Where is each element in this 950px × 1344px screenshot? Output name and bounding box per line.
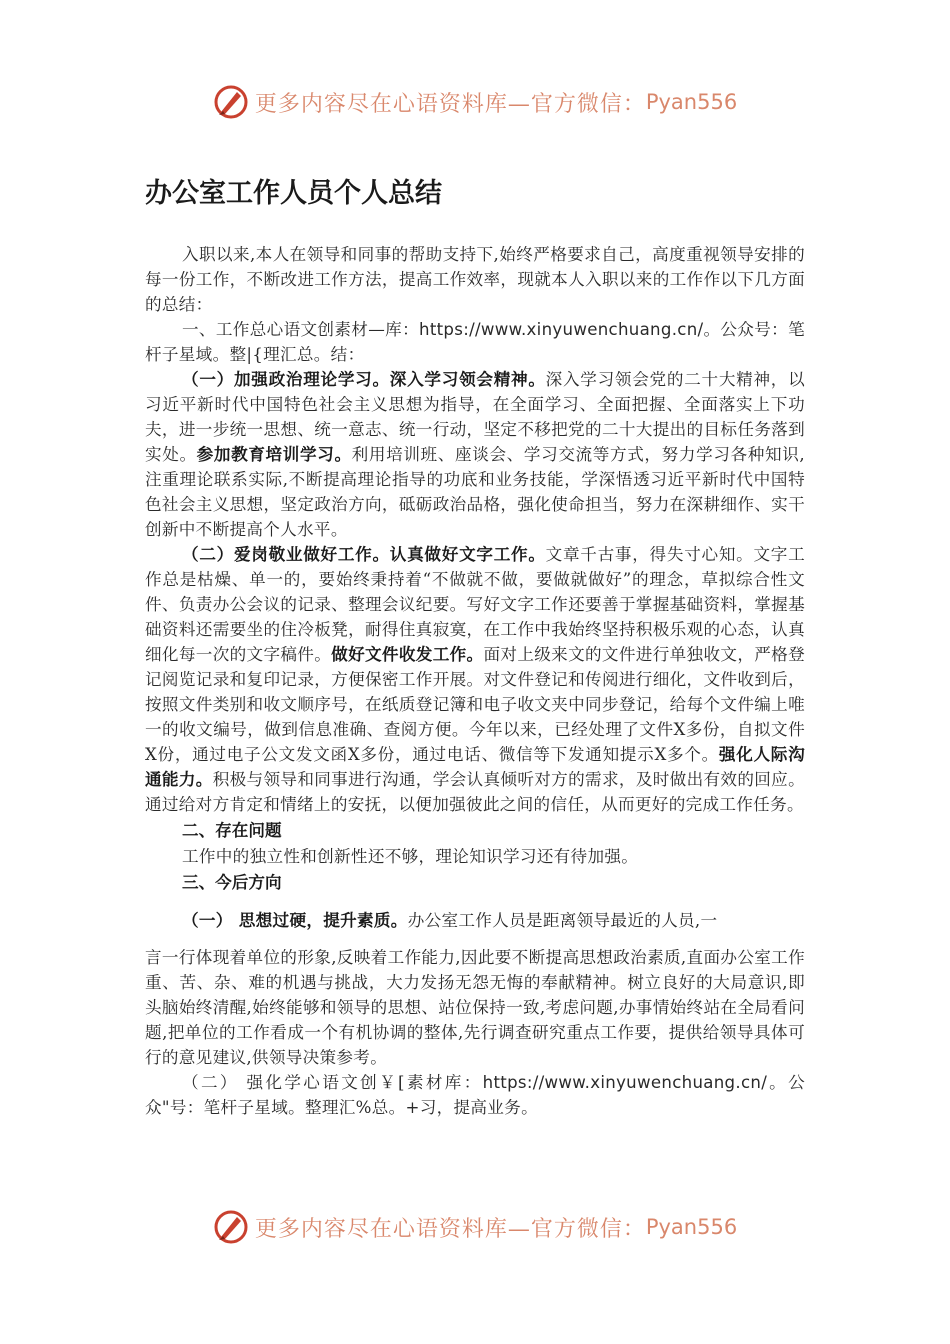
item2-text3: 积极与领导和同事进行沟通，学会认真倾听对方的需求，及时做出有效的回应。通过给对方肯定和情绪上的安抚，以便加强彼此之间的信任，从而更好的完成工作任务。 — [145, 770, 806, 814]
item2-heading3: 强化人际沟通能力。 — [145, 745, 806, 789]
item3-heading: （一） 思想过硬，提升素质。 — [182, 911, 408, 930]
item1-text1: 深入学习领会党的二十大精神，以习近平新时代中国特色社会主义思想为指导，在全面学习、全面把握、全面落实上下功夫，进一步统一思想、统一意志、统一行动，坚定不移把党的二十大提出的目标任务落到实处。 — [145, 370, 805, 464]
section1-post: 。公众号：笔杆子星域。整|{理汇总。结： — [145, 320, 805, 364]
section1-pre: 一、工作总心语文创素材—库： — [182, 320, 419, 339]
item4-paragraph — [145, 1070, 805, 1120]
document-body — [145, 172, 805, 1120]
section2-text: 工作中的独立性和创新性还不够，理论知识学习还有待加强。 — [182, 847, 639, 866]
item4-url: https://www.xinyuwenchuang.cn/ — [482, 1073, 768, 1092]
watermark-text: 更多内容尽在心语资料库—官方微信： — [254, 1216, 646, 1242]
header-watermark — [0, 84, 950, 120]
item2-heading2: 做好文件收发工作。 — [331, 645, 484, 664]
item4-post: 。公众"号：笔杆子星域。整理汇%总。+习，提高业务。 — [145, 1073, 805, 1117]
item1-paragraph — [145, 367, 805, 542]
pen-logo-icon — [213, 1209, 249, 1245]
item2-text1: 文章千古事，得失寸心知。文字工作总是枯燥、单一的，要始终秉持着“不做就不做，要做就做好”的理念，草拟综合性文件、负责办公会议的记录、整理会议纪要。写好文字工作还要善于掌握基础资料，掌握基础资料还需要坐的住冷板凳，耐得住真寂寞，在工作中我始终坚持积极乐观的心态，认真细化每一次的文字稿件。 — [145, 545, 805, 664]
item2-heading: （二）爱岗敬业做好工作。认真做好文字工作。 — [182, 545, 546, 564]
item3-continuation: 言一行体现着单位的形象,反映着工作能力,因此要不断提高思想政治素质,直面办公室工作重、苦、杂、难的机遇与挑战，大力发扬无怨无悔的奉献精神。树立良好的大局意识,即头脑始终清醒,始终能够和领导的思想、站位保持一致,考虑问题,办事情始终站在全局看问题,把单位的工作看成一个有机协调的整体,先行调查研究重点工作要，提供给领导具体可行的意见建议,供领导决策参考。 — [145, 948, 805, 1067]
section3-heading: 三、今后方向 — [182, 873, 282, 892]
item1-heading: （一）加强政治理论学习。深入学习领会精神。 — [182, 370, 546, 389]
watermark-id: Pyan556 — [645, 1215, 738, 1239]
item3-first-line — [145, 908, 805, 933]
item1-heading2: 参加教育培训学习。 — [196, 445, 352, 464]
section2-heading: 二、存在问题 — [182, 821, 282, 840]
item3-text1: 办公室工作人员是距离领导最近的人员,一 — [407, 911, 718, 930]
item1-text2: 利用培训班、座谈会、学习交流等方式，努力学习各种知识,注重理论联系实际,不断提高理论指导的功底和业务技能，学深悟透习近平新时代中国特色社会主义思想，坚定政治方向，砥砺政治品格，强化使命担当，努力在深耕细作、实干创新中不断提高个人水平。 — [145, 445, 806, 539]
watermark-id: Pyan556 — [645, 90, 738, 114]
pen-logo-icon — [213, 84, 249, 120]
item2-paragraph — [145, 542, 805, 817]
item2-text2: 面对上级来文的文件进行单独收文，严格登记阅览记录和复印记录，方便保密工作开展。对文件登记和传阅进行细化，文件收到后，按照文件类别和收文顺序号，在纸质登记簿和电子收文夹中同步登记，给每个文件编上唯一的收文编号，做到信息准确、查阅方便。今年以来，已经处理了文件X多份，自拟文件X份，通过电子公文发文函X多份，通过电话、微信等下发通知提示X多个。 — [145, 645, 805, 764]
footer-watermark — [0, 1209, 950, 1245]
item4-pre: （二） 强化学心语文创￥[素材库： — [182, 1073, 483, 1092]
watermark-text: 更多内容尽在心语资料库—官方微信： — [254, 91, 646, 117]
document-title: 办公室工作人员个人总结 — [145, 178, 442, 209]
section1-url: https://www.xinyuwenchuang.cn/ — [419, 320, 704, 339]
intro-paragraph: 入职以来,本人在领导和同事的帮助支持下,始终严格要求自己，高度重视领导安排的每一份工作，不断改进工作方法，提高工作效率，现就本人入职以来的工作作以下几方面的总结： — [145, 245, 805, 314]
section1-heading — [145, 317, 805, 367]
